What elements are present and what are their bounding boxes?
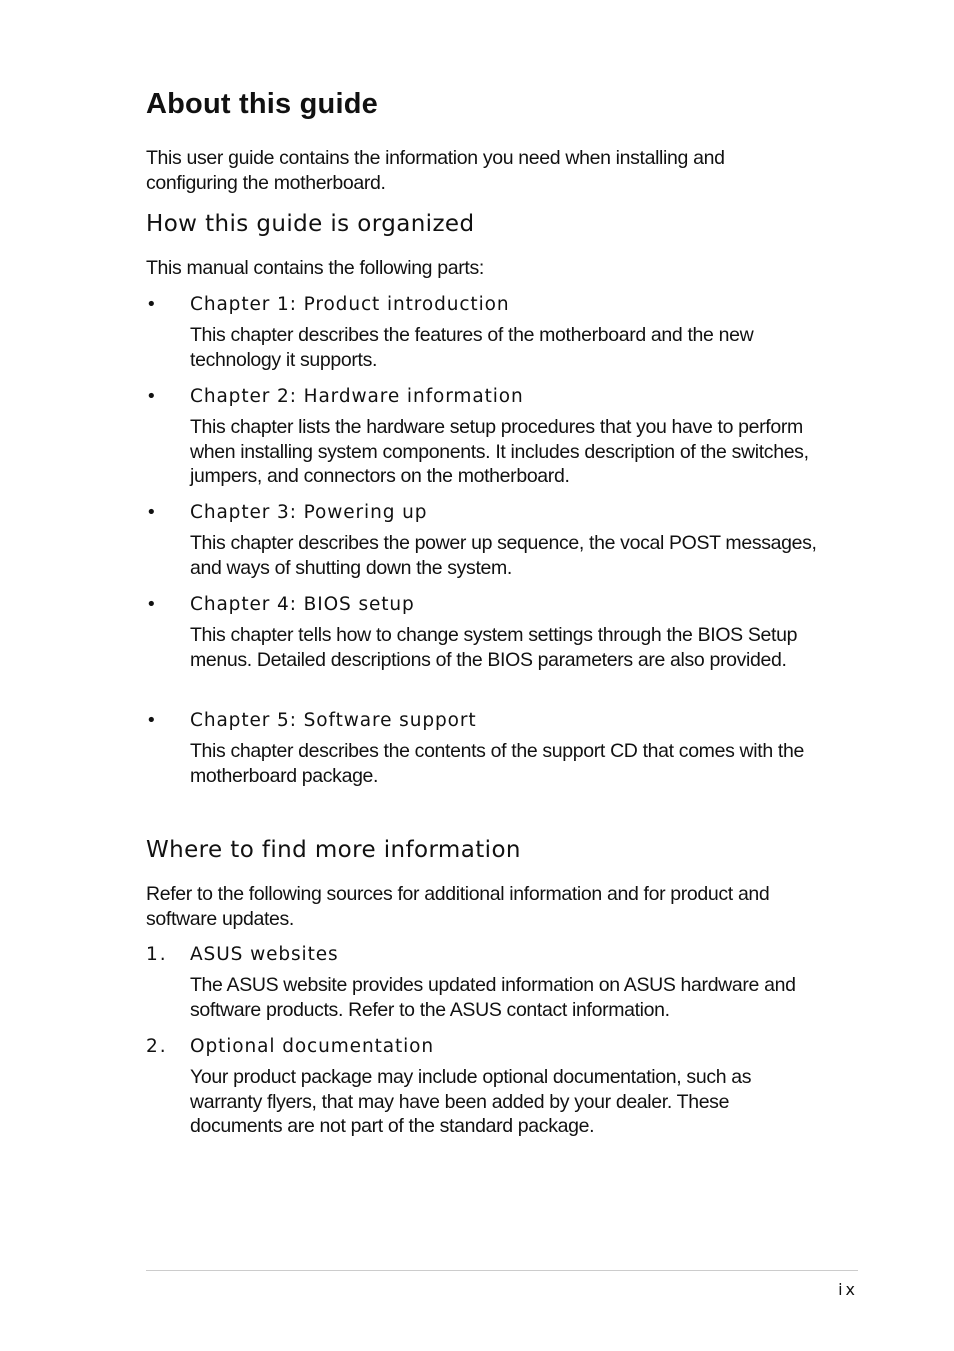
chapter-description: This chapter lists the hardware setup procedures that you have to perform when installing system components. It includes description of the switches, jumpers, and connectors on the motherboard. <box>190 416 809 488</box>
more-info-intro: Refer to the following sources for additional information and for product and software updates. <box>146 883 770 930</box>
organized-intro: This manual contains the following parts: <box>146 257 484 279</box>
section-heading-more-info: Where to find more information <box>146 837 521 863</box>
bullet-icon: • <box>146 502 157 523</box>
page-title: About this guide <box>146 88 378 120</box>
source-description: Your product package may include optional documentation, such as warranty flyers, that may have been added by your dealer. These documents are not part of the standard package. <box>190 1066 752 1138</box>
chapter-description: This chapter describes the features of the motherboard and the new technology it supports. <box>190 324 754 371</box>
chapter-title: Chapter 3: Powering up <box>190 502 428 523</box>
page-number: ix <box>838 1280 858 1299</box>
source-description: The ASUS website provides updated information on ASUS hardware and software products. Refer to the ASUS contact information. <box>190 974 796 1021</box>
chapter-title: Chapter 1: Product introduction <box>190 294 510 315</box>
bullet-icon: • <box>146 710 157 731</box>
chapter-title: Chapter 4: BIOS setup <box>190 594 415 615</box>
intro-paragraph: This user guide contains the information you need when installing and configuring the motherboard. <box>146 147 725 194</box>
bullet-icon: • <box>146 386 157 407</box>
source-title: Optional documentation <box>190 1036 435 1057</box>
chapter-description: This chapter describes the power up sequence, the vocal POST messages, and ways of shutting down the system. <box>190 532 817 579</box>
bullet-icon: • <box>146 594 157 615</box>
source-title: ASUS websites <box>190 944 339 965</box>
section-heading-organized: How this guide is organized <box>146 211 475 237</box>
chapter-title: Chapter 2: Hardware information <box>190 386 524 407</box>
source-number: 2. <box>146 1036 168 1057</box>
chapter-description: This chapter describes the contents of the support CD that comes with the motherboard package. <box>190 740 804 787</box>
bullet-icon: • <box>146 294 157 315</box>
chapter-description: This chapter tells how to change system settings through the BIOS Setup menus. Detailed descriptions of the BIOS parameters are also provided. <box>190 624 798 671</box>
source-number: 1. <box>146 944 168 965</box>
chapter-title: Chapter 5: Software support <box>190 710 477 731</box>
footer-divider <box>146 1270 858 1271</box>
